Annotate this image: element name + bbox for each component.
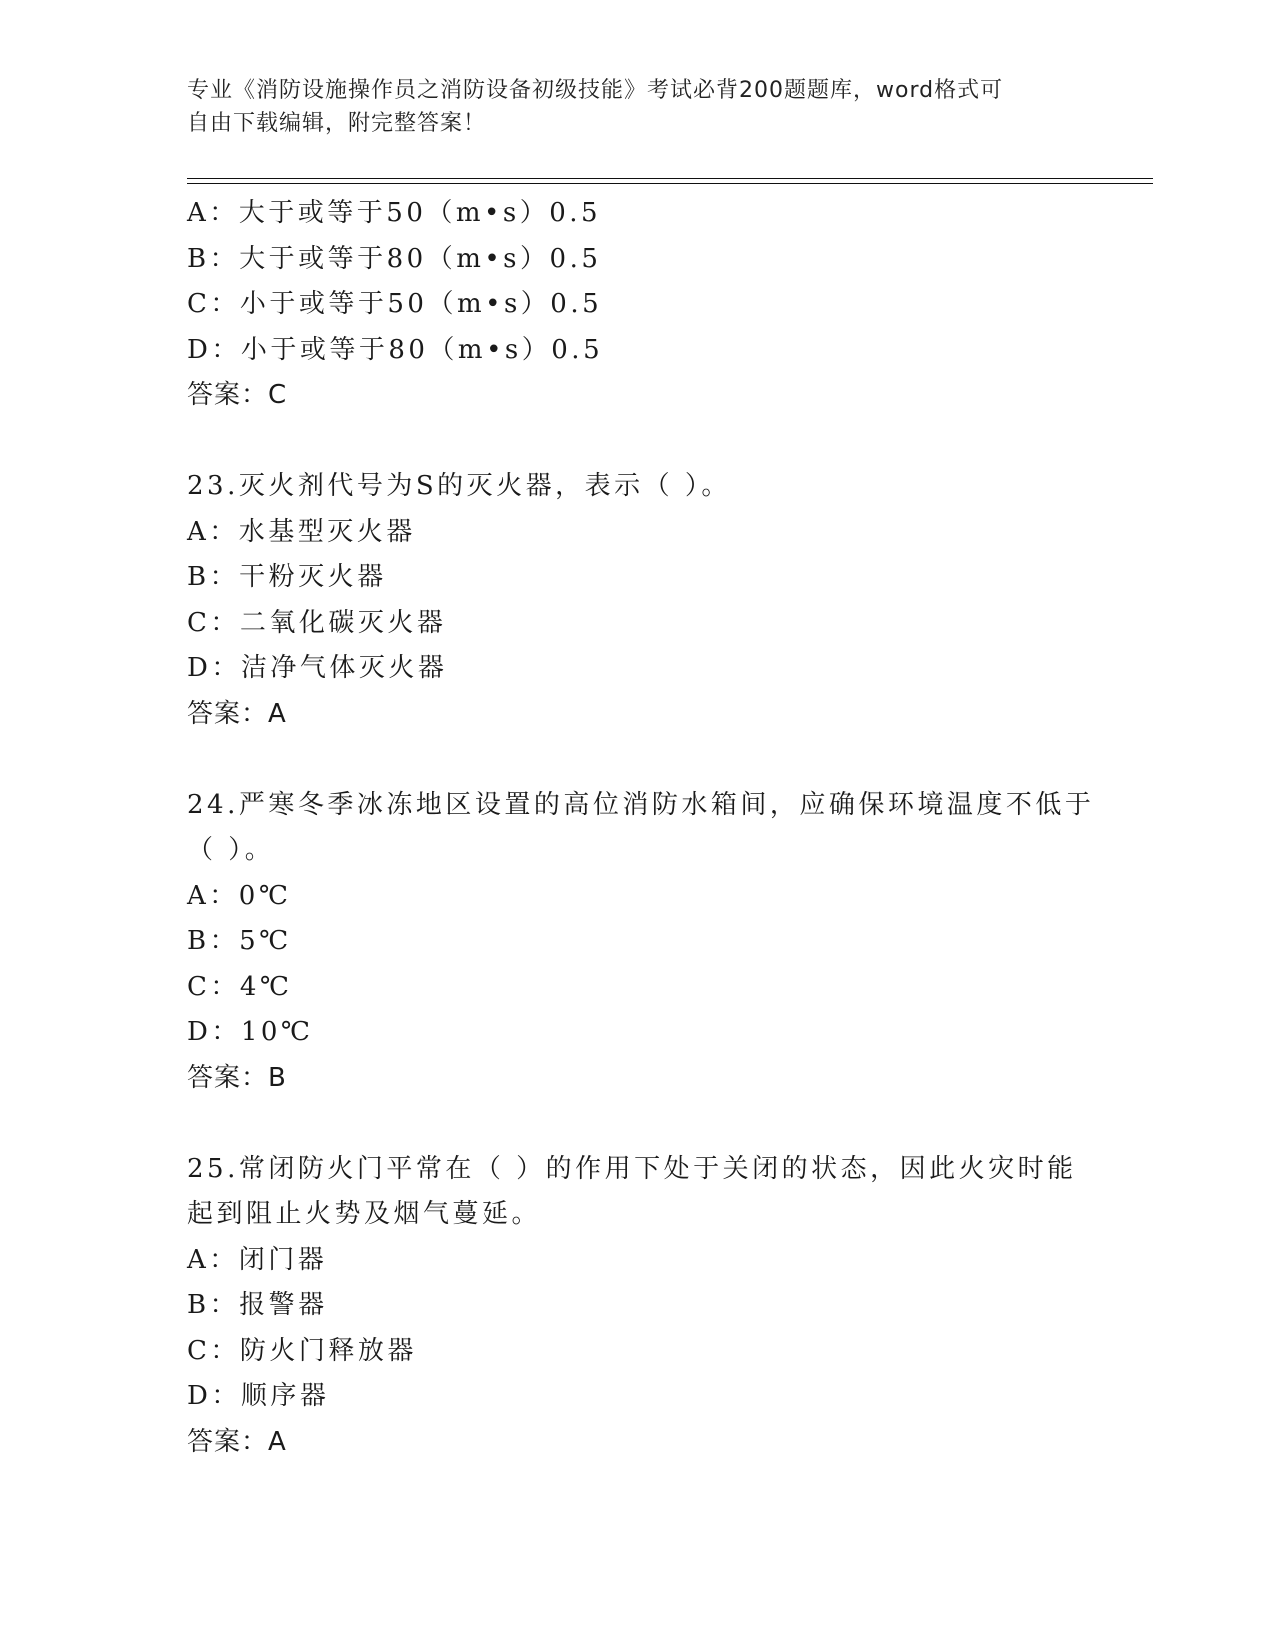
document-header xyxy=(187,74,1087,140)
option-a: A：闭门器 xyxy=(187,1244,328,1275)
option-d: D：10℃ xyxy=(187,1017,314,1047)
question-stem: 23.灭火剂代号为S的灭火器，表示（ ）。 xyxy=(187,471,731,501)
header-divider-bottom xyxy=(187,183,1153,184)
question-25 xyxy=(187,1147,1087,1466)
header-line-1: 专业《消防设施操作员之消防设备初级技能》考试必背200题题库，word格式可 xyxy=(187,78,1004,103)
option-d: D：洁净气体灭火器 xyxy=(187,653,448,683)
option-d: D：顺序器 xyxy=(187,1381,330,1411)
answer-label: 答案：C xyxy=(187,380,288,410)
header-line-2: 自由下载编辑，附完整答案！ xyxy=(187,111,487,136)
question-list xyxy=(187,191,1095,1465)
option-c: C：防火门释放器 xyxy=(187,1335,417,1366)
option-c: C：小于或等于50（m•s）0.5 xyxy=(187,289,603,319)
option-a: A：0℃ xyxy=(187,880,292,911)
answer-label: 答案：A xyxy=(187,698,287,729)
question-stem-line-1: 25.常闭防火门平常在（ ）的作用下处于关闭的状态，因此火灾时能 xyxy=(187,1153,1077,1184)
spacer xyxy=(187,419,1087,465)
answer-label: 答案：A xyxy=(187,1426,287,1457)
option-c: C：4℃ xyxy=(187,971,293,1002)
question-24 xyxy=(187,783,1095,1102)
option-d: D：小于或等于80（m•s）0.5 xyxy=(187,334,604,365)
option-b: B：干粉灭火器 xyxy=(187,562,387,592)
question-22 xyxy=(187,191,1087,419)
option-a: A：水基型灭火器 xyxy=(187,516,416,547)
header-divider-top xyxy=(187,178,1153,179)
answer-label: 答案：B xyxy=(187,1062,287,1093)
option-a: A：大于或等于50（m•s）0.5 xyxy=(187,198,602,228)
spacer xyxy=(187,737,1087,783)
option-b: B：大于或等于80（m•s）0.5 xyxy=(187,243,602,274)
option-b: B：5℃ xyxy=(187,926,292,956)
question-stem-line-2: 起到阻止火势及烟气蔓延。 xyxy=(187,1199,542,1229)
question-stem-line-2: （ ）。 xyxy=(187,835,275,865)
option-b: B：报警器 xyxy=(187,1290,328,1320)
spacer xyxy=(187,1101,1087,1147)
question-stem-line-1: 24.严寒冬季冰冻地区设置的高位消防水箱间，应确保环境温度不低于 xyxy=(187,789,1095,820)
option-c: C：二氧化碳灭火器 xyxy=(187,607,447,638)
question-23 xyxy=(187,464,1087,737)
